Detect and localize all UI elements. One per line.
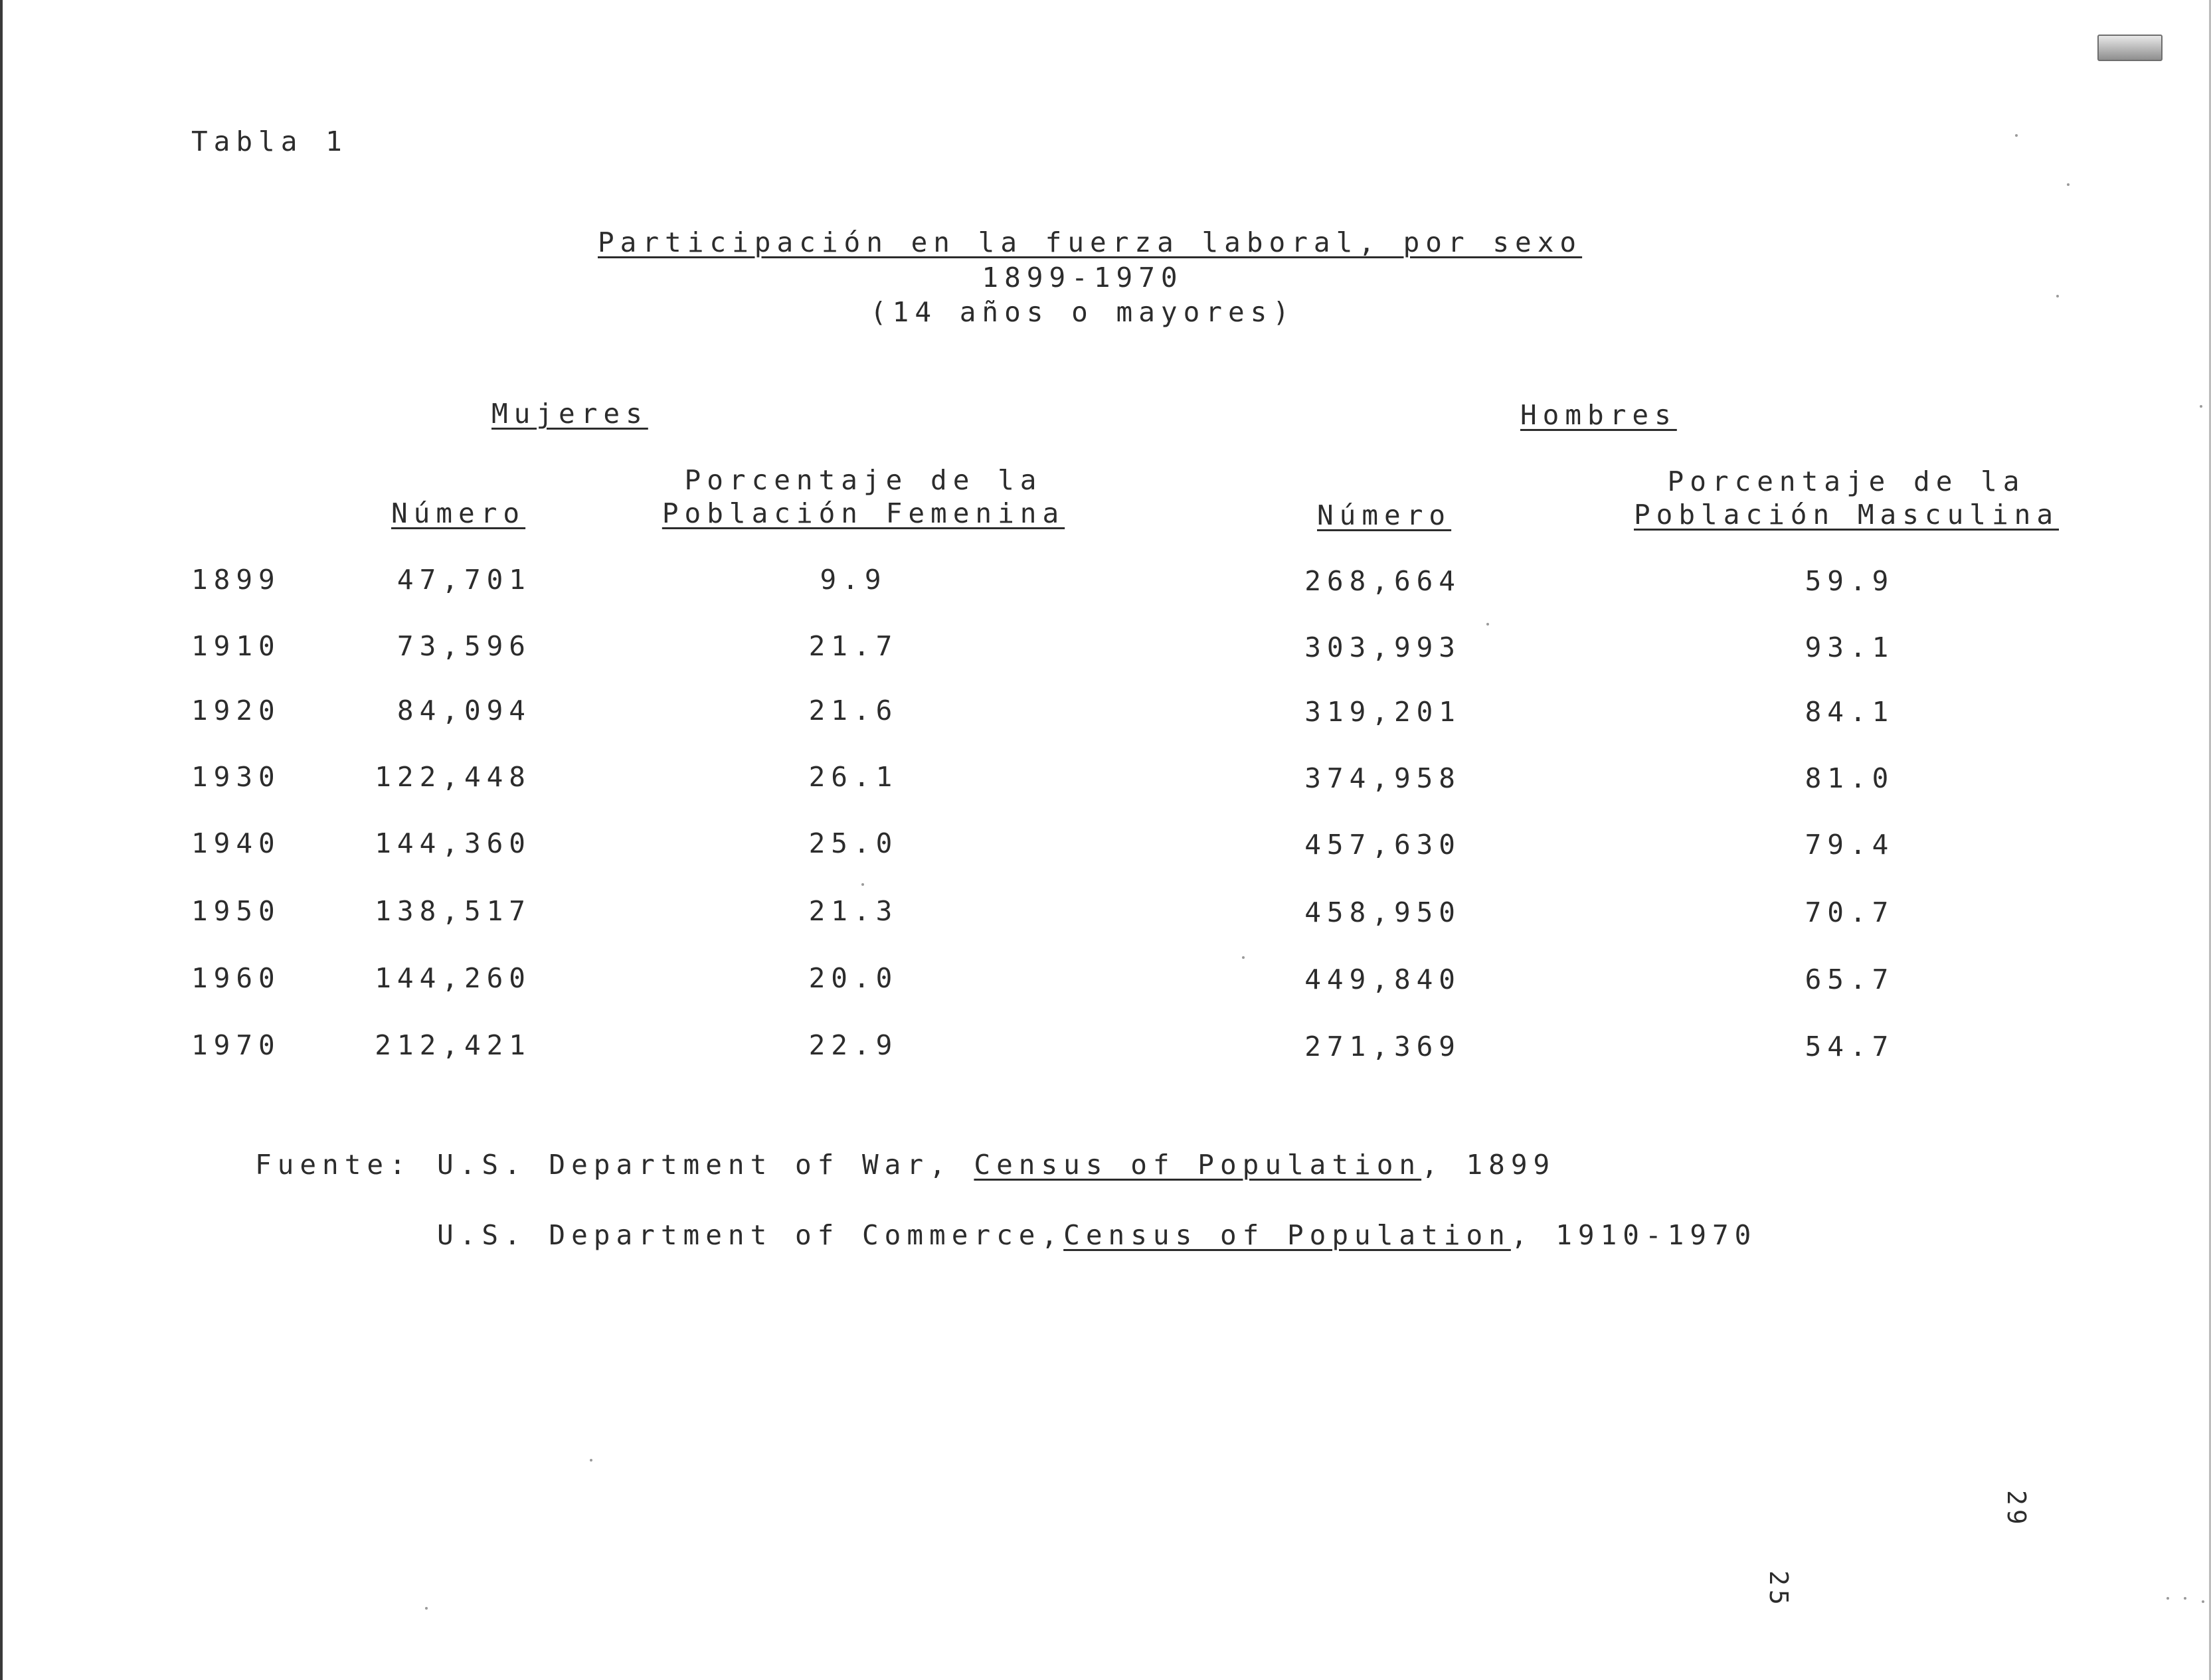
row-men-pct: 84.1 xyxy=(1805,696,1895,728)
page-number-a: 29 xyxy=(2002,1490,2031,1529)
men-number-header: Número xyxy=(1317,499,1452,531)
scan-speck xyxy=(2067,183,2070,186)
row-women-pct: 21.3 xyxy=(808,895,899,927)
men-pct-header-line1: Porcentaje de la xyxy=(1667,465,2026,497)
row-year: 1970 xyxy=(191,1029,281,1061)
row-year: 1899 xyxy=(191,564,281,596)
row-men-pct: 79.4 xyxy=(1805,829,1895,861)
scan-speck xyxy=(1486,623,1489,626)
group-women: Mujeres xyxy=(491,398,648,430)
row-year: 1930 xyxy=(191,761,281,793)
women-pct-header-line1: Porcentaje de la xyxy=(684,464,1043,496)
scan-speck xyxy=(2167,1597,2169,1600)
row-men-pct: 70.7 xyxy=(1805,896,1895,928)
scan-speck xyxy=(2184,1597,2186,1600)
source-label: Fuente: xyxy=(255,1149,412,1181)
table-label: Tabla 1 xyxy=(191,126,348,157)
scan-speck xyxy=(2200,405,2202,408)
row-year: 1950 xyxy=(191,895,281,927)
row-women-number: 138,517 xyxy=(375,895,531,927)
page-number-b: 25 xyxy=(1764,1570,1793,1609)
row-year: 1920 xyxy=(191,695,281,726)
row-women-number: 122,448 xyxy=(375,761,531,793)
row-men-number: 268,664 xyxy=(1304,565,1461,597)
row-men-pct: 65.7 xyxy=(1805,964,1895,995)
scan-speck xyxy=(425,1607,428,1610)
group-men: Hombres xyxy=(1520,399,1677,431)
row-men-pct: 54.7 xyxy=(1805,1031,1895,1062)
row-men-number: 319,201 xyxy=(1304,696,1461,728)
table-title xyxy=(598,226,1583,258)
scan-speck xyxy=(1242,956,1245,959)
source-line-1: U.S. Department of War, Census of Population, 1899 xyxy=(437,1149,1556,1181)
row-women-number: 144,360 xyxy=(375,827,531,859)
row-women-number: 73,596 xyxy=(397,630,531,662)
scan-speck xyxy=(2015,134,2018,137)
row-women-pct: 9.9 xyxy=(820,564,887,596)
scan-speck xyxy=(590,1459,592,1462)
row-women-pct: 21.7 xyxy=(808,630,899,662)
row-women-pct: 20.0 xyxy=(808,962,899,994)
row-men-pct: 81.0 xyxy=(1805,762,1895,794)
title-age-range: (14 años o mayores) xyxy=(870,296,1295,328)
row-women-pct: 21.6 xyxy=(808,695,899,726)
row-men-pct: 59.9 xyxy=(1805,565,1895,597)
men-pct-header-line2: Población Masculina xyxy=(1634,499,2059,531)
women-pct-header-line2: Población Femenina xyxy=(662,497,1065,529)
row-women-pct: 22.9 xyxy=(808,1029,899,1061)
row-men-number: 271,369 xyxy=(1304,1031,1461,1062)
row-men-number: 374,958 xyxy=(1304,762,1461,794)
row-year: 1940 xyxy=(191,827,281,859)
row-women-pct: 26.1 xyxy=(808,761,899,793)
row-year: 1910 xyxy=(191,630,281,662)
row-men-pct: 93.1 xyxy=(1805,631,1895,663)
source-line-2: U.S. Department of Commerce,Census of Population, 1910-1970 xyxy=(437,1219,1757,1251)
row-women-pct: 25.0 xyxy=(808,827,899,859)
row-men-number: 458,950 xyxy=(1304,896,1461,928)
row-men-number: 449,840 xyxy=(1304,964,1461,995)
scan-speck xyxy=(861,883,864,886)
row-year: 1960 xyxy=(191,962,281,994)
page-left-edge xyxy=(0,0,3,1680)
row-women-number: 212,421 xyxy=(375,1029,531,1061)
row-men-number: 303,993 xyxy=(1304,631,1461,663)
title-line1: Participación en la fuerza laboral, por sexo xyxy=(598,226,1583,258)
title-years: 1899-1970 xyxy=(982,262,1184,294)
women-number-header: Número xyxy=(391,497,526,529)
row-women-number: 144,260 xyxy=(375,962,531,994)
corner-tab xyxy=(2097,35,2163,61)
row-men-number: 457,630 xyxy=(1304,829,1461,861)
row-women-number: 47,701 xyxy=(397,564,531,596)
scan-speck xyxy=(2056,295,2059,297)
row-women-number: 84,094 xyxy=(397,695,531,726)
scan-speck xyxy=(2202,1600,2204,1603)
